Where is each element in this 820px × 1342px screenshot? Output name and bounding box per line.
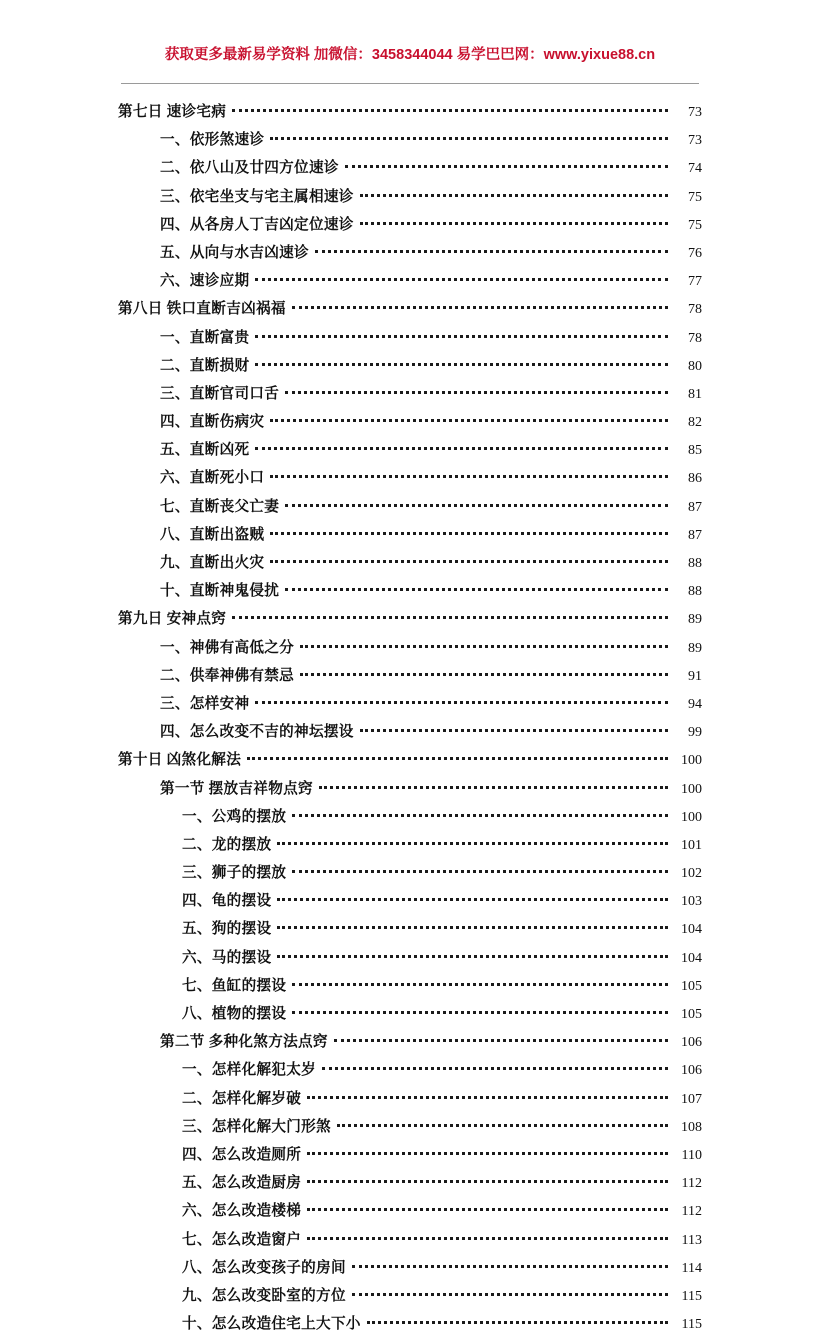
toc-leader-dots: [270, 553, 668, 567]
toc-entry-page-number: 74: [688, 161, 702, 177]
toc-entry-page-number: 78: [688, 302, 702, 318]
toc-entry[interactable]: [118, 328, 702, 356]
toc-entry-page-number: 89: [688, 612, 702, 628]
toc-leader-dots: [360, 215, 668, 229]
toc-entry-page-number: 91: [688, 668, 702, 684]
toc-entry-page-number: 75: [688, 217, 702, 233]
toc-entry-page-number: 115: [681, 1317, 702, 1333]
toc-entry-label: 一、直断富贵: [160, 329, 250, 346]
toc-entry-page-number: 103: [681, 894, 702, 910]
toc-entry[interactable]: [118, 412, 702, 440]
toc-entry[interactable]: [118, 1314, 702, 1342]
toc-entry-page-number: 104: [681, 950, 702, 966]
toc-entry-label: 四、怎么改造厕所: [182, 1146, 302, 1163]
toc-entry-label: 五、狗的摆设: [182, 921, 272, 938]
toc-entry-label: 九、直断出火灾: [160, 555, 265, 571]
toc-entry-label: 第七日 速诊宅病: [118, 104, 227, 120]
toc-entry-label: 二、供奉神佛有禁忌: [160, 667, 295, 684]
toc-entry[interactable]: [118, 1230, 702, 1258]
toc-leader-dots: [307, 1201, 668, 1215]
toc-entry-page-number: 89: [688, 640, 702, 656]
toc-leader-dots: [232, 609, 668, 623]
toc-entry-page-number: 99: [688, 725, 702, 741]
toc-entry-page-number: 113: [681, 1232, 702, 1248]
toc-entry[interactable]: [118, 158, 702, 186]
toc-entry-page-number: 80: [688, 358, 702, 374]
toc-leader-dots: [270, 412, 668, 426]
toc-leader-dots: [292, 976, 668, 990]
toc-entry[interactable]: [118, 497, 702, 525]
toc-entry[interactable]: [118, 1060, 702, 1088]
toc-entry[interactable]: [118, 581, 702, 609]
toc-entry[interactable]: [118, 666, 702, 694]
toc-entry-label: 一、神佛有高低之分: [160, 639, 295, 656]
toc-leader-dots: [292, 1004, 668, 1018]
watermark-banner: [0, 0, 820, 64]
toc-leader-dots: [255, 440, 668, 454]
toc-leader-dots: [352, 1286, 668, 1300]
toc-leader-dots: [270, 525, 668, 539]
toc-entry[interactable]: [118, 835, 702, 863]
toc-entry-label: 三、怎样化解大门形煞: [182, 1118, 331, 1135]
toc-entry-page-number: 78: [688, 330, 702, 346]
toc-entry[interactable]: [118, 638, 702, 666]
toc-leader-dots: [285, 384, 668, 398]
toc-entry-page-number: 104: [681, 922, 702, 938]
toc-entry-page-number: 76: [688, 245, 702, 261]
toc-entry-label: 三、直断官司口舌: [160, 385, 280, 402]
toc-entry-page-number: 102: [681, 866, 702, 882]
toc-entry-page-number: 100: [681, 753, 702, 769]
toc-leader-dots: [307, 1173, 668, 1187]
toc-leader-dots: [232, 102, 668, 116]
toc-entry-page-number: 82: [688, 415, 702, 431]
toc-leader-dots: [300, 638, 668, 652]
toc-entry-label: 七、鱼缸的摆设: [182, 977, 287, 994]
toc-entry-page-number: 81: [688, 386, 702, 402]
toc-entry[interactable]: [118, 1201, 702, 1229]
toc-entry-page-number: 100: [681, 781, 702, 797]
toc-entry-page-number: 88: [688, 584, 702, 600]
toc-entry[interactable]: [118, 722, 702, 750]
toc-entry-label: 第一节 摆放吉祥物点窍: [160, 780, 313, 797]
toc-entry[interactable]: [118, 807, 702, 835]
toc-entry[interactable]: [118, 1258, 702, 1286]
toc-entry-label: 四、从各房人丁吉凶定位速诊: [160, 216, 354, 233]
toc-leader-dots: [322, 1060, 668, 1074]
toc-entry[interactable]: [118, 384, 702, 412]
toc-leader-dots: [255, 271, 668, 285]
toc-leader-dots: [292, 299, 668, 313]
toc-entry-page-number: 94: [688, 696, 702, 712]
toc-entry[interactable]: [118, 215, 702, 243]
toc-entry[interactable]: [118, 891, 702, 919]
toc-entry-page-number: 105: [681, 978, 702, 994]
toc-leader-dots: [352, 1258, 668, 1272]
toc-entry-label: 八、直断出盗贼: [160, 526, 265, 543]
toc-entry-label: 三、狮子的摆放: [182, 865, 287, 882]
toc-entry-label: 六、速诊应期: [160, 273, 250, 290]
toc-entry-label: 第八日 铁口直断吉凶祸福: [118, 301, 286, 318]
toc-leader-dots: [307, 1230, 668, 1244]
toc-leader-dots: [360, 187, 668, 201]
toc-entry-page-number: 108: [681, 1119, 702, 1135]
toc-entry-label: 五、从向与水吉凶速诊: [160, 244, 309, 261]
toc-entry[interactable]: [118, 863, 702, 891]
toc-entry-page-number: 85: [688, 443, 702, 459]
toc-entry-label: 一、怎样化解犯太岁: [182, 1062, 317, 1079]
toc-leader-dots: [337, 1117, 668, 1131]
toc-entry-label: 六、马的摆设: [182, 949, 272, 966]
toc-entry-label: 十、怎么改造住宅上大下小: [182, 1316, 361, 1333]
toc-entry-label: 第十日 凶煞化解法: [118, 752, 242, 769]
toc-leader-dots: [292, 807, 668, 821]
toc-leader-dots: [315, 243, 668, 257]
toc-entry[interactable]: [118, 609, 702, 637]
toc-entry-page-number: 75: [688, 189, 702, 205]
toc-entry[interactable]: [118, 1145, 702, 1173]
toc-entry-page-number: 88: [688, 556, 702, 571]
toc-entry-page-number: 101: [681, 837, 702, 853]
toc-entry[interactable]: [118, 1286, 702, 1314]
watermark-text: 获取更多最新易学资料 加微信：3458344044 易学巴巴网：www.yixue88.cn: [164, 47, 656, 63]
toc-entry-page-number: 87: [688, 499, 702, 515]
toc-entry-page-number: 77: [688, 274, 702, 290]
toc-entry-label: 七、直断丧父亡妻: [160, 498, 280, 515]
toc-entry-label: 一、依形煞速诊: [160, 132, 265, 149]
toc-leader-dots: [345, 158, 668, 172]
toc-entry[interactable]: [118, 750, 702, 778]
toc-entry[interactable]: [118, 694, 702, 722]
toc-leader-dots: [255, 694, 668, 708]
toc-entry[interactable]: [118, 440, 702, 468]
toc-leader-dots: [300, 666, 668, 680]
toc-entry[interactable]: [118, 299, 702, 327]
toc-entry-page-number: 115: [681, 1288, 702, 1304]
toc-entry[interactable]: [118, 976, 702, 1004]
toc-entry[interactable]: [118, 1004, 702, 1032]
toc-leader-dots: [285, 581, 668, 595]
toc-leader-dots: [319, 779, 668, 793]
toc-entry[interactable]: [118, 779, 702, 807]
toc-leader-dots: [270, 130, 668, 144]
toc-entry-label: 一、公鸡的摆放: [182, 808, 287, 825]
toc-entry-label: 二、直断损财: [160, 357, 250, 374]
toc-leader-dots: [307, 1145, 668, 1159]
toc-entry[interactable]: [118, 1032, 702, 1060]
toc-entry-page-number: 106: [681, 1035, 702, 1051]
toc-entry[interactable]: [118, 102, 702, 130]
toc-entry[interactable]: [118, 525, 702, 553]
toc-leader-dots: [277, 891, 668, 905]
toc-leader-dots: [255, 328, 668, 342]
toc-entry-page-number: 73: [688, 105, 702, 120]
toc-entry-label: 四、直断伤病灾: [160, 414, 265, 431]
toc-entry-label: 四、龟的摆设: [182, 893, 272, 910]
toc-leader-dots: [367, 1314, 668, 1328]
toc-entry[interactable]: [118, 187, 702, 215]
toc-entry-page-number: 87: [688, 527, 702, 543]
toc-entry-page-number: 106: [681, 1063, 702, 1079]
toc-entry[interactable]: [118, 271, 702, 299]
toc-leader-dots: [277, 948, 668, 962]
toc-entry-label: 六、直断死小口: [160, 470, 265, 487]
toc-entry[interactable]: [118, 356, 702, 384]
toc-entry-label: 三、依宅坐支与宅主属相速诊: [160, 188, 354, 205]
toc-leader-dots: [285, 497, 668, 511]
toc-entry[interactable]: [118, 130, 702, 158]
toc-entry-page-number: 73: [688, 133, 702, 149]
toc-entry-page-number: 114: [681, 1260, 702, 1276]
toc-entry-label: 五、直断凶死: [160, 442, 250, 459]
toc-entry[interactable]: [118, 948, 702, 976]
toc-entry[interactable]: [118, 1117, 702, 1145]
toc-entry-page-number: 110: [681, 1147, 702, 1163]
table-of-contents: [118, 84, 702, 1342]
toc-entry-label: 九、怎么改变卧室的方位: [182, 1287, 346, 1304]
toc-entry-label: 八、怎么改变孩子的房间: [182, 1259, 346, 1276]
toc-entry[interactable]: [118, 553, 702, 581]
toc-entry-page-number: 112: [681, 1204, 702, 1220]
toc-leader-dots: [292, 863, 668, 877]
toc-leader-dots: [247, 750, 668, 764]
toc-entry[interactable]: [118, 243, 702, 271]
toc-entry-page-number: 112: [681, 1176, 702, 1192]
toc-entry[interactable]: [118, 1089, 702, 1117]
toc-entry-label: 十、直断神鬼侵扰: [160, 583, 280, 600]
toc-entry-label: 四、怎么改变不吉的神坛摆设: [160, 724, 354, 741]
toc-entry-label: 八、植物的摆设: [182, 1006, 287, 1022]
toc-entry-label: 三、怎样安神: [160, 695, 250, 712]
toc-entry[interactable]: [118, 1173, 702, 1201]
toc-entry-label: 第九日 安神点窍: [118, 611, 227, 628]
toc-entry[interactable]: [118, 919, 702, 947]
toc-leader-dots: [270, 468, 668, 482]
toc-entry[interactable]: [118, 468, 702, 496]
toc-entry-label: 第二节 多种化煞方法点窍: [160, 1034, 328, 1051]
toc-entry-label: 二、依八山及廿四方位速诊: [160, 160, 339, 177]
toc-leader-dots: [277, 919, 668, 933]
toc-entry-label: 二、龙的摆放: [182, 836, 272, 853]
toc-leader-dots: [360, 722, 668, 736]
toc-entry-label: 七、怎么改造窗户: [182, 1231, 302, 1248]
toc-entry-label: 六、怎么改造楼梯: [182, 1203, 302, 1220]
toc-leader-dots: [307, 1089, 668, 1103]
toc-leader-dots: [334, 1032, 668, 1046]
toc-entry-page-number: 100: [681, 809, 702, 825]
toc-entry-label: 二、怎样化解岁破: [182, 1090, 302, 1107]
toc-leader-dots: [255, 356, 668, 370]
toc-entry-label: 五、怎么改造厨房: [182, 1175, 302, 1192]
toc-entry-page-number: 107: [681, 1091, 702, 1107]
toc-entry-page-number: 86: [688, 471, 702, 487]
toc-leader-dots: [277, 835, 668, 849]
toc-entry-page-number: 105: [681, 1007, 702, 1022]
